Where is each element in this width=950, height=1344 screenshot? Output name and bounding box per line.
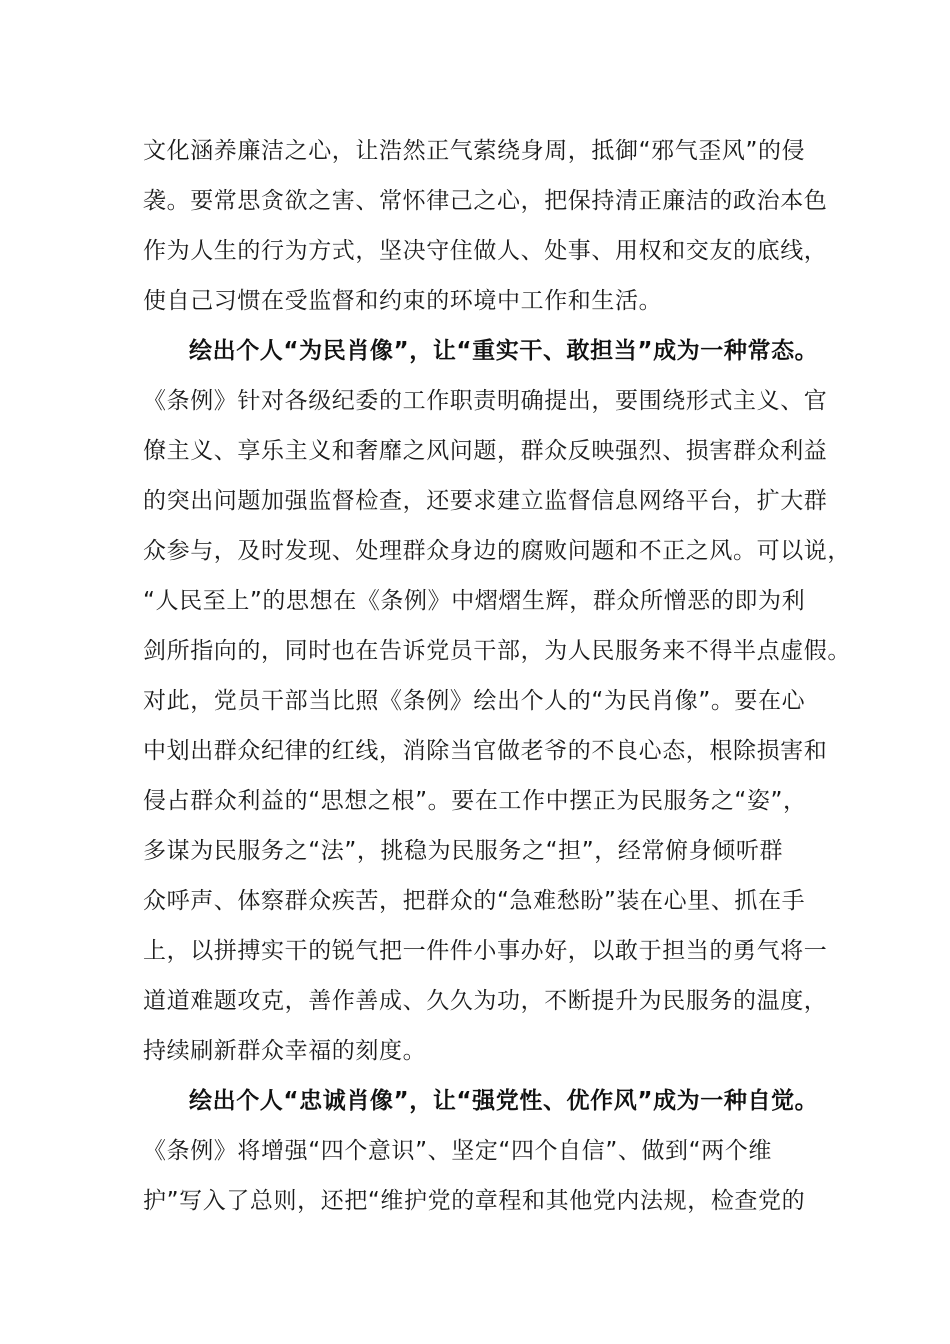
text-line: 中划出群众纪律的红线，消除当官做老爷的不良心态，根除损害和 [143, 738, 828, 764]
text-line: 侵占群众利益的“思想之根”。要在工作中摆正为民服务之“姿”， [143, 788, 807, 814]
text-line: 文化涵养廉洁之心，让浩然正气萦绕身周，抵御“邪气歪风”的侵 [143, 138, 806, 164]
text-line: 众呼声、体察群众疾苦，把群众的“急难愁盼”装在心里、抓在手 [143, 888, 806, 914]
text-line: 道道难题攻克，善作善成、久久为功，不断提升为民服务的温度， [143, 988, 828, 1014]
text-line: 《条例》针对各级纪委的工作职责明确提出，要围绕形式主义、官 [143, 388, 828, 414]
section-heading: 绘出个人“忠诚肖像”，让“强党性、优作风”成为一种自觉。 [189, 1088, 819, 1114]
text-line: 僚主义、享乐主义和奢靡之风问题，群众反映强烈、损害群众利益 [143, 438, 828, 464]
text-line: 众参与，及时发现、处理群众身边的腐败问题和不正之风。可以说， [143, 538, 851, 564]
section-heading: 绘出个人“为民肖像”，让“重实干、敢担当”成为一种常态。 [189, 338, 819, 364]
text-line: 的突出问题加强监督检查，还要求建立监督信息网络平台，扩大群 [143, 488, 828, 514]
text-line: “人民至上”的思想在《条例》中熠熠生辉，群众所憎恶的即为利 [143, 588, 806, 614]
text-line: 袭。要常思贪欲之害、常怀律己之心，把保持清正廉洁的政治本色 [143, 188, 828, 214]
text-line: 上，以拼搏实干的锐气把一件件小事办好，以敢于担当的勇气将一 [143, 938, 828, 964]
text-line: 多谋为民服务之“法”，挑稳为民服务之“担”，经常俯身倾听群 [143, 838, 784, 864]
text-line: 对此，党员干部当比照《条例》绘出个人的“为民肖像”。要在心 [143, 688, 806, 714]
text-line: 剑所指向的，同时也在告诉党员干部，为人民服务来不得半点虚假。 [143, 638, 851, 664]
text-line: 作为人生的行为方式，坚决守住做人、处事、用权和交友的底线， [143, 238, 828, 264]
body-text [143, 126, 851, 1226]
text-line: 使自己习惯在受监督和约束的环境中工作和生活。 [143, 288, 663, 314]
text-line: 护”写入了总则，还把“维护党的章程和其他党内法规，检查党的 [143, 1188, 806, 1214]
text-line: 持续刷新群众幸福的刻度。 [143, 1038, 427, 1064]
text-line: 《条例》将增强“四个意识”、坚定“四个自信”、做到“两个维 [143, 1138, 772, 1164]
